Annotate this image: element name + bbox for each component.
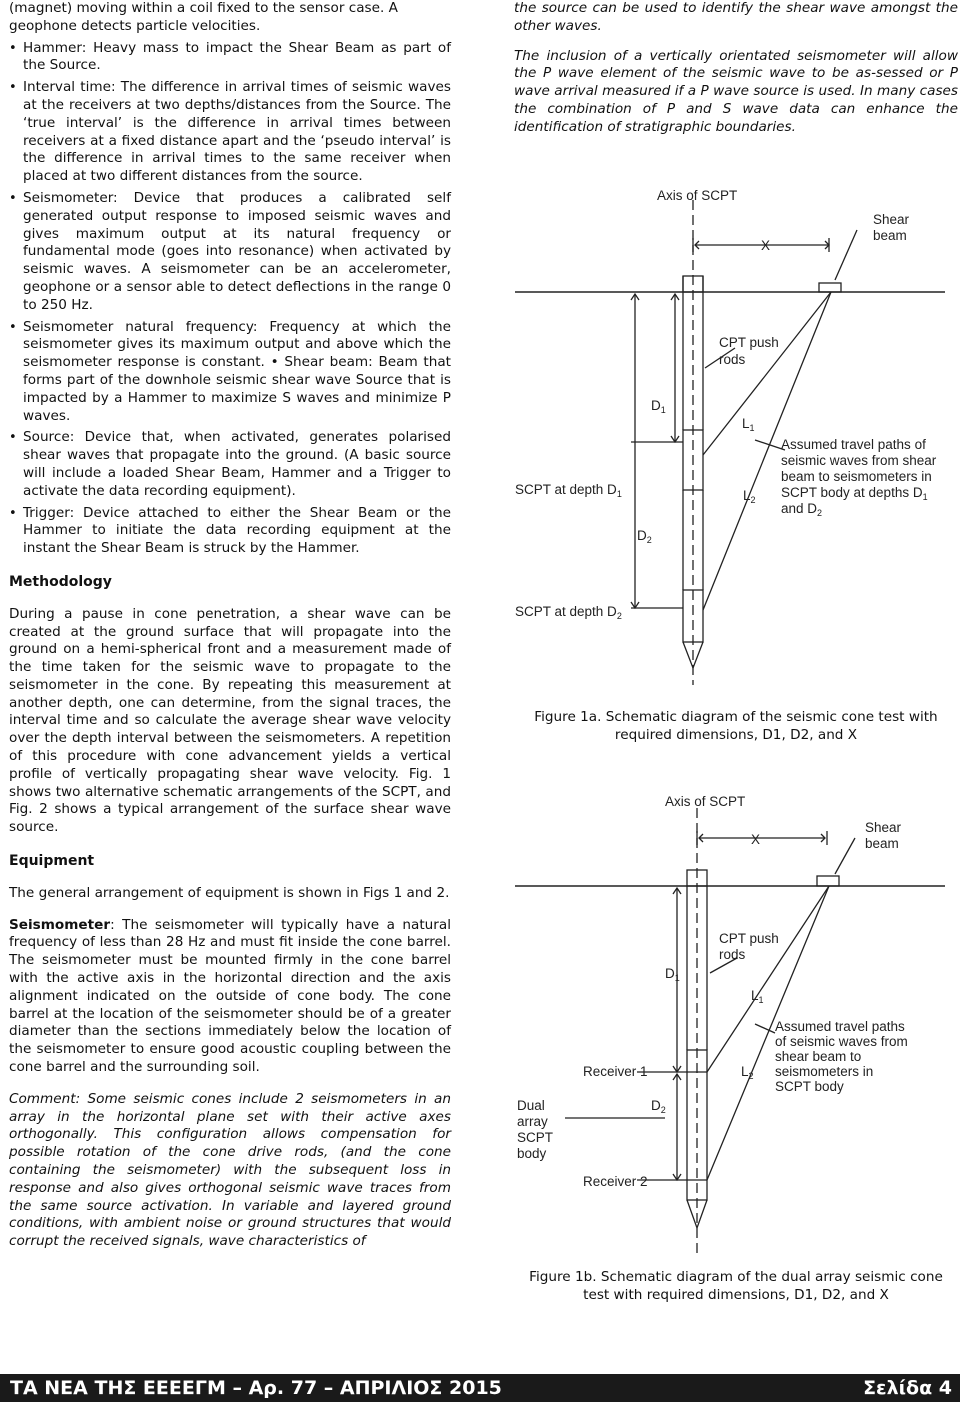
push-rods-1b-1: CPT push	[719, 931, 779, 946]
travel-1b-5: SCPT body	[775, 1079, 844, 1094]
dual-array-label-4: body	[517, 1146, 547, 1161]
scpt-d2-label: SCPT at depth $D_2$	[515, 604, 622, 621]
seismometer-term: Seismometer	[9, 916, 111, 933]
d2-label-1b: $D_2$	[651, 1098, 666, 1115]
definition-hammer: • Hammer: Heavy mass to impact the Shear Beam as part of the Source.	[9, 40, 451, 76]
push-rods-1b-2: rods	[719, 947, 746, 962]
x-label: X	[761, 238, 771, 253]
l2-label: $L_2$	[743, 488, 756, 505]
shear-label-1: Shear	[873, 212, 910, 227]
seismometer-paragraph: Seismometer: The seismometer will typically have a natural frequency of less than 28 Hz and must fit inside the cone barrel. The seismometer must be mounted firmly in the cone barrel with the active axis in the horizontal direction and the axis alignment indicated on the outside of cone body. The cone barrel at the location of the seismometer should be of a greater diameter than the sections immediately below the location of the seismometer to ensure good acoustic coupling between the cone barrel and the surrounding soil.	[9, 916, 451, 1076]
shear-label-1b-2: beam	[865, 836, 899, 851]
page-footer	[0, 1374, 960, 1402]
l1-label: $L_1$	[742, 416, 755, 433]
travel-label-1: Assumed travel paths of	[781, 437, 926, 452]
definition-shear-beam: Shear beam: Beam that forms part of the downhole seismic shear wave Source that is impacted by a Hammer to maximize S waves and minimize P waves.	[23, 354, 452, 424]
continued-text: the source can be used to identify the shear wave amongst the other waves.	[514, 0, 958, 34]
travel-1b-2: of seismic waves from	[775, 1034, 908, 1049]
d1-label: $D_1$	[651, 398, 666, 415]
scpt-d1-label: SCPT at depth $D_1$	[515, 482, 622, 499]
travel-1b-3: shear beam to	[775, 1049, 862, 1064]
travel-label-4: SCPT body at depths $D_1$	[781, 485, 928, 502]
travel-label-5: and $D_2$	[781, 501, 823, 518]
d2-label: $D_2$	[637, 528, 652, 545]
definition-interval-time: • Interval time: The difference in arrival times of seismic waves at the receivers at two depths/distances from the Source. The ‘true interval’ is the difference in arrival times between receivers at a fixed distance apart and the ‘pseudo interval’ is the difference in arrival times to the same receiver when placed at two different distances from the source.	[9, 79, 451, 186]
comment-text: Comment: Some seismic cones include 2 seismometers in an array in the horizontal plane set with their active axes orthogonally. This configuration allows compensation for possible rotation of the cone drive rods, (and the cone containing the seismometer) with the subsequent loss in response and also gives orthogonal seismic wave traces from the same source activation. In variable and layered ground conditions, with ambient noise or ground structures that would corrupt the received signals, wave characteristics of	[9, 1090, 451, 1250]
axis-label-1b: Axis of SCPT	[665, 794, 746, 809]
definition-seismometer: • Seismometer: Device that produces a calibrated self generated output response to imposed seismic waves and gives maximum output at its natural frequency or fundamental mode (goes into resonance) when activated by seismic waves. A seismometer can be an accelerometer, geophone or a sensor able to detect deflections in the range 0 to 250 Hz.	[9, 190, 451, 315]
dual-array-label-1: Dual	[517, 1098, 545, 1113]
push-rods-label-1: CPT push	[719, 335, 779, 350]
definition-trigger: • Trigger: Device attached to either the Shear Beam or the Hammer to initiate the data recording equipment at the instant the Shear Beam is struck by the Hammer.	[9, 505, 451, 558]
equipment-heading: Equipment	[9, 853, 95, 870]
shear-beam-1b	[817, 876, 839, 886]
right-column	[514, 0, 958, 137]
receiver-2-label: Receiver 2	[583, 1174, 648, 1189]
l1-label-1b: $L_1$	[751, 988, 764, 1005]
axis-label: Axis of SCPT	[657, 188, 738, 203]
x-label-1b: X	[751, 832, 761, 847]
definition-natural-frequency: • Seismometer natural frequency: Frequency at which the seismometer gives its maximum output and above which the seismometer response is constant. • Shear beam: Beam that forms part of the downhole seismic shear wave Source that is impacted by a Hammer to maximize S waves and minimize P waves.	[9, 319, 451, 426]
figure-1a-diagram	[505, 180, 955, 700]
footer-page-number: Σελίδα 4	[863, 1377, 952, 1399]
equipment-text: The general arrangement of equipment is shown in Figs 1 and 2.	[9, 884, 450, 901]
figure-1b-caption: Figure 1b. Schematic diagram of the dual array seismic cone test with required dimensions, D1, D2, and X	[529, 1269, 943, 1303]
dual-array-label-3: SCPT	[517, 1130, 554, 1145]
figure-1a-caption: Figure 1a. Schematic diagram of the seismic cone test with required dimensions, D1, D2, and X	[534, 709, 938, 743]
p-wave-text: The inclusion of a vertically orientated seismometer will allow the P wave element of the seismic wave to be as-sessed or P wave arrival measured if a P wave source is used. In many cases the combination of P and S wave data can enhance the identification of stratigraphic boundaries.	[514, 47, 958, 135]
definitions-list	[9, 40, 451, 558]
travel-1b-4: seismometers in	[775, 1064, 874, 1079]
travel-path-l1	[703, 292, 831, 455]
dual-array-label-2: array	[517, 1114, 548, 1129]
shear-label-2: beam	[873, 228, 907, 243]
methodology-text: During a pause in cone penetration, a shear wave can be created at the ground surface that will propagate into the ground on a hemi-spherical front and a measurement made of the time taken for the seismic wave to propagate to the seismometer in the cone. By repeating this measurement at another depth, one can determine, from the signal traces, the interval time and so calculate the average shear wave velocity over the depth interval between the seismometers. A repetition of this procedure with cone advancement yields a vertical profile of vertically propagating shear wave velocity. Fig. 1 shows two alternative schematic arrangements of the SCPT, and Fig. 2 shows a typical arrangement of the surface shear wave source.	[9, 605, 451, 836]
l2-label-1b: $L_2$	[741, 1064, 754, 1081]
d1-label-1b: $D_1$	[665, 966, 680, 983]
intro-text: (magnet) moving within a coil fixed to the sensor case. A geophone detects particle velocities.	[9, 0, 398, 34]
left-column	[9, 0, 451, 1251]
travel-1b-1: Assumed travel paths	[775, 1019, 905, 1034]
shear-beam	[819, 283, 841, 292]
methodology-heading: Methodology	[9, 573, 112, 590]
travel-label-2: seismic waves from shear	[781, 453, 937, 468]
definition-source: • Source: Device that, when activated, generates polarised shear waves that propagate into the ground. (A basic source will include a loaded Shear Beam, Hammer and a Trigger to activate the data recording equipment).	[9, 429, 451, 500]
push-rods-label-2: rods	[719, 352, 746, 367]
travel-label-3: beam to seismometers in	[781, 469, 932, 484]
footer-issue: ΤΑ ΝΕΑ ΤΗΣ ΕΕΕΕΓΜ – Αρ. 77 – ΑΠΡΙΛΙΟΣ 2015	[10, 1377, 502, 1399]
receiver-1-label: Receiver 1	[583, 1064, 648, 1079]
shear-label-1b-1: Shear	[865, 820, 902, 835]
figure-1b-diagram	[505, 788, 955, 1268]
